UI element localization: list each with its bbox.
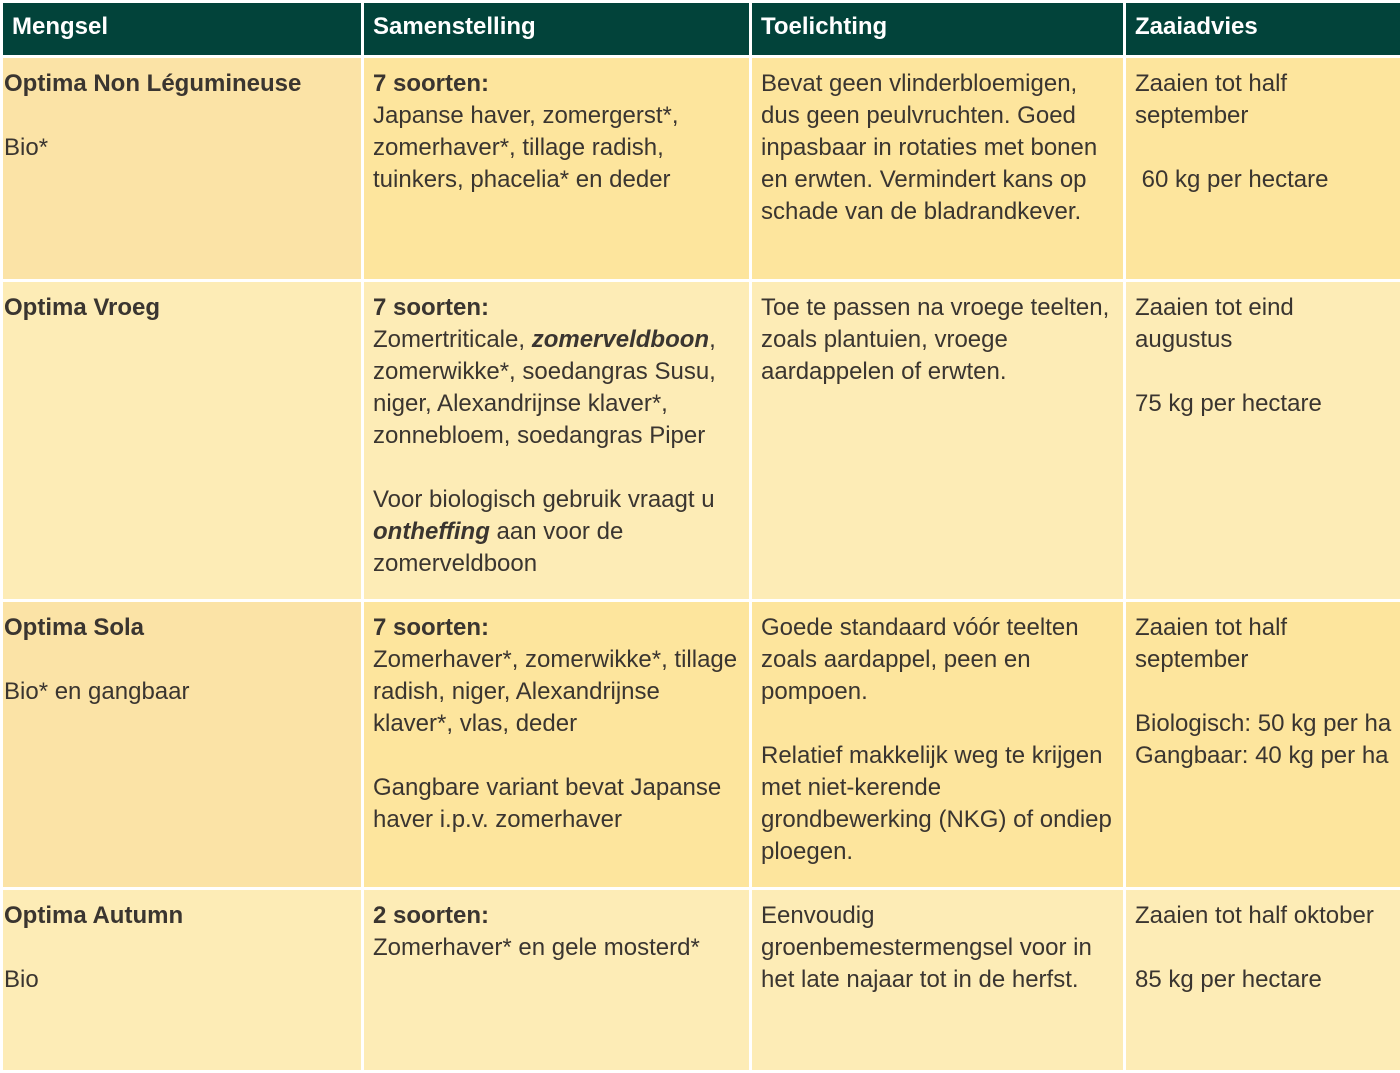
table-row [2, 281, 1400, 601]
composition-note [373, 484, 741, 580]
species-count: 2 soorten: [373, 900, 741, 932]
composition-text: Zomerhaver*, zomerwikke*, tillage radish, niger, Alexandrijnse klaver*, vlas, deder [373, 644, 741, 740]
sowing-rate: 85 kg per hectare [1135, 964, 1392, 996]
explanation-cell [751, 57, 1125, 281]
mix-type: Bio* en gangbaar [4, 676, 353, 708]
species-count: 7 soorten: [373, 292, 741, 324]
composition-cell [363, 281, 751, 601]
sowing-period: Zaaien tot half oktober [1135, 900, 1392, 932]
mix-name: Optima Autumn [4, 900, 353, 932]
sowing-cell [1125, 57, 1400, 281]
sowing-rate-conventional: Gangbaar: 40 kg per ha [1135, 740, 1392, 772]
mix-type: Bio* [4, 132, 353, 164]
composition-cell [363, 57, 751, 281]
explanation-text: Toe te passen na vroege teelten, zoals plantuien, vroege aardappelen of erwten. [761, 292, 1115, 388]
table-row [2, 57, 1400, 281]
mix-name: Optima Sola [4, 612, 353, 644]
mix-cell [2, 889, 363, 1072]
sowing-rate: 75 kg per hectare [1135, 388, 1392, 420]
note-highlight: ontheffing [373, 518, 490, 545]
composition-cell [363, 601, 751, 889]
mix-cell [2, 601, 363, 889]
composition-note: Gangbare variant bevat Japanse haver i.p.v. zomerhaver [373, 772, 741, 836]
explanation-cell [751, 281, 1125, 601]
header-mengsel: Mengsel [2, 2, 363, 57]
composition-cell [363, 889, 751, 1072]
explanation-text: Eenvoudig groenbemestermengsel voor in het late najaar tot in de herfst. [761, 900, 1115, 996]
table-row [2, 889, 1400, 1072]
sowing-cell [1125, 281, 1400, 601]
mix-cell [2, 57, 363, 281]
sowing-rate: 60 kg per hectare [1135, 164, 1392, 196]
header-zaaiadvies: Zaaiadvies [1125, 2, 1400, 57]
explanation-cell [751, 601, 1125, 889]
sowing-period: Zaaien tot eind augustus [1135, 292, 1392, 356]
note-part: aan voor de zomerveldboon [373, 518, 623, 577]
explanation-cell [751, 889, 1125, 1072]
composition-text: Zomerhaver* en gele mosterd* [373, 932, 741, 964]
header-samenstelling: Samenstelling [363, 2, 751, 57]
mix-name: Optima Vroeg [4, 292, 353, 324]
explanation-text: Relatief makkelijk weg te krijgen met niet-kerende grondbewerking (NKG) of ondiep ploegen. [761, 740, 1115, 868]
composition-text [373, 324, 741, 452]
sowing-cell [1125, 601, 1400, 889]
composition-part: Zomertriticale, [373, 326, 532, 353]
note-part: Voor biologisch gebruik vraagt u [373, 486, 715, 513]
composition-text: Japanse haver, zomergerst*, zomerhaver*, tillage radish, tuinkers, phacelia* en deder [373, 100, 741, 196]
sowing-period: Zaaien tot half september [1135, 612, 1392, 676]
mix-cell [2, 281, 363, 601]
header-toelichting: Toelichting [751, 2, 1125, 57]
sowing-period: Zaaien tot half september [1135, 68, 1392, 132]
mix-name: Optima Non Légumineuse [4, 68, 353, 100]
composition-part: , zomerwikke*, soedangras Susu, niger, Alexandrijnse klaver*, zonnebloem, soedangras Piper [373, 326, 716, 449]
composition-highlight: zomerveldboon [532, 326, 709, 353]
header-row [2, 2, 1400, 57]
species-count: 7 soorten: [373, 612, 741, 644]
sowing-rate-bio: Biologisch: 50 kg per ha [1135, 708, 1392, 740]
explanation-text: Bevat geen vlinderbloemigen, dus geen peulvruchten. Goed inpasbaar in rotaties met bonen en erwten. Vermindert kans op schade van de bladrandkever. [761, 68, 1115, 228]
table-row [2, 601, 1400, 889]
sowing-cell [1125, 889, 1400, 1072]
species-count: 7 soorten: [373, 68, 741, 100]
mix-type: Bio [4, 964, 353, 996]
explanation-text: Goede standaard vóór teelten zoals aardappel, peen en pompoen. [761, 612, 1115, 708]
